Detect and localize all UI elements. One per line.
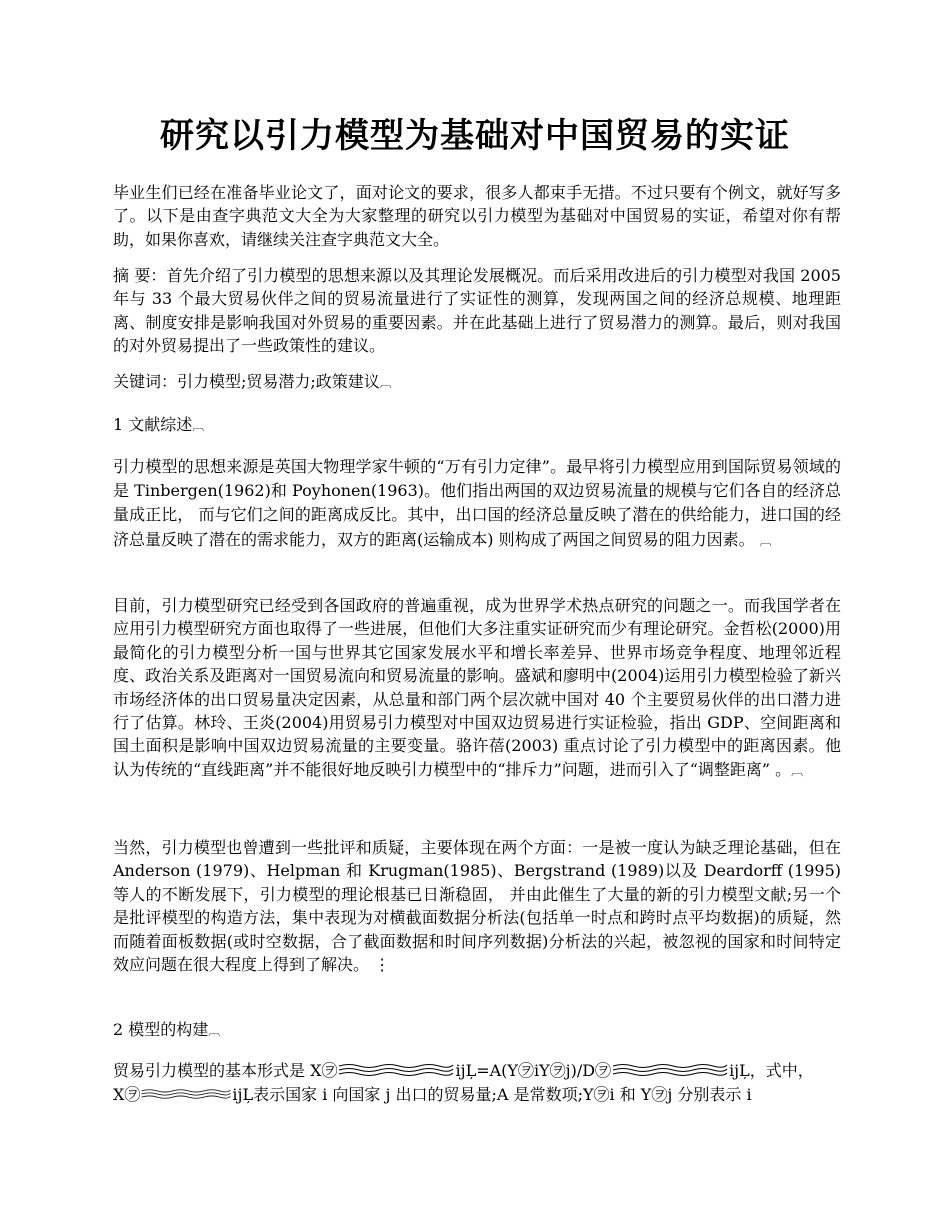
return-mark: ︹	[208, 1024, 221, 1038]
wavy-underline-mark	[140, 1086, 232, 1102]
return-mark: ︹	[791, 763, 804, 778]
paragraph-text: 目前，引力模型研究已经受到各国政府的普遍重视，成为世界学术热点研究的问题之一。而我国学者在应用引力模型研究方面也取得了一些进展，但他们大多注重实证研究而少有理论研究。金哲松(2000)用最简化的引力模型分析一国与世界其它国家发展水平和增长率差异、世界市场竞争程度、地理邻近程度、政治关系及距离对一国贸易流向和贸易流量的影响。盛斌和廖明中(2004)运用引力模型检验了新兴市场经济体的出口贸易量决定因素，从总量和部门两个层次就中国对 40 个主要贸易伙伴的出口潜力进行了估算。林玲、王炎(2004)用贸易引力模型对中国双边贸易进行实证检验，指出 GDP、空间距离和国土面积是影响中国双边贸易流量的主要变量。骆许蓓(2003) 重点讨论了引力模型中的距离因素。他认为传统的“直线距离”并不能很好地反映引力模型中的“排斥力”问题，进而引入了“调整距离” 。	[113, 596, 841, 779]
section-heading-2	[113, 1018, 841, 1043]
keywords-text: 关键词：引力模型;贸易潜力;政策建议	[113, 372, 380, 391]
section-heading-1	[113, 413, 841, 438]
intro-paragraph: 毕业生们已经在准备毕业论文了，面对论文的要求，很多人都束手无措。不过只要有个例文，就好写多了。以下是由查字典范文大全为大家整理的研究以引力模型为基础对中国贸易的实证，希望对你有帮助，如果你喜欢，请继续关注查字典范文大全。	[113, 183, 841, 249]
return-mark: ︹	[192, 419, 205, 433]
formula-text: ijĻ表示国家 i 向国家 j 出口的贸易量;A 是常数项;Y㋾i 和 Y㋾j 分别表示 i	[232, 1085, 752, 1104]
return-mark: ︹	[379, 376, 392, 390]
formula-text: 贸易引力模型的基本形式是 X㋾	[113, 1061, 338, 1080]
section-heading-text: 2 模型的构建	[113, 1020, 209, 1039]
wavy-underline-mark	[337, 1062, 455, 1078]
paragraph-text: 引力模型的思想来源是英国大物理学家牛顿的“万有引力定律”。最早将引力模型应用到国际贸易领域的是 Tinbergen(1962)和 Poyhonen(1963)。他们指出两国的双边贸易流量的规模与它们各自的经济总量成正比， 而与它们之间的距离成反比。其中，出口国的经济总量反映了潜在的供给能力，进口国的经济总量反映了潜在的需求能力，双方的距离(运输成本) 则构成了两国之间贸易的阻力因素。	[113, 457, 841, 549]
keywords-line	[113, 370, 841, 395]
paragraph-text: 当然，引力模型也曾遭到一些批评和质疑，主要体现在两个方面：一是被一度认为缺乏理论基础，但在 Anderson (1979)、Helpman 和 Krugman(1985)、Bergstrand (1989)以及 Deardorff (1995)等人的不断发展下，引力模型的理论根基已日渐稳固， 并由此催生了大量的新的引力模型文献;另一个是批评模型的构造方法，集中表现为对横截面数据分析法(包括单一时点和跨时点平均数据)的质疑，然而随着面板数据(或时空数据，合了截面数据和时间序列数据)分析法的兴起，被忽视的国家和时间特定效应问题在很大程度上得到了解决。	[113, 838, 841, 975]
return-mark: ︹	[759, 533, 772, 548]
section2-paragraph-1	[113, 1059, 841, 1107]
section-heading-text: 1 文献综述	[113, 415, 193, 434]
abstract-paragraph: 摘 要：首先介绍了引力模型的思想来源以及其理论发展概况。而后采用改进后的引力模型对我国 2005 年与 33 个最大贸易伙伴之间的贸易流量进行了实证性的测算，发现两国之间的经济总规模、地理距离、制度安排是影响我国对外贸易的重要因素。并在此基础上进行了贸易潜力的测算。最后，则对我国的对外贸易提出了一些政策性的建议。	[113, 266, 841, 356]
page-title: 研究以引力模型为基础对中国贸易的实证	[160, 116, 790, 156]
formula-text: X㋾	[113, 1085, 141, 1104]
section1-paragraph-1	[113, 455, 841, 553]
section1-paragraph-2	[113, 594, 841, 783]
wavy-underline-mark	[611, 1062, 729, 1078]
continuation-mark: ⋮	[374, 955, 391, 975]
section1-paragraph-3	[113, 836, 841, 976]
formula-text: ijĻ，式中，	[729, 1061, 814, 1080]
formula-text: ijĻ=A(Y㋾iY㋾j)/D㋾	[455, 1061, 612, 1080]
